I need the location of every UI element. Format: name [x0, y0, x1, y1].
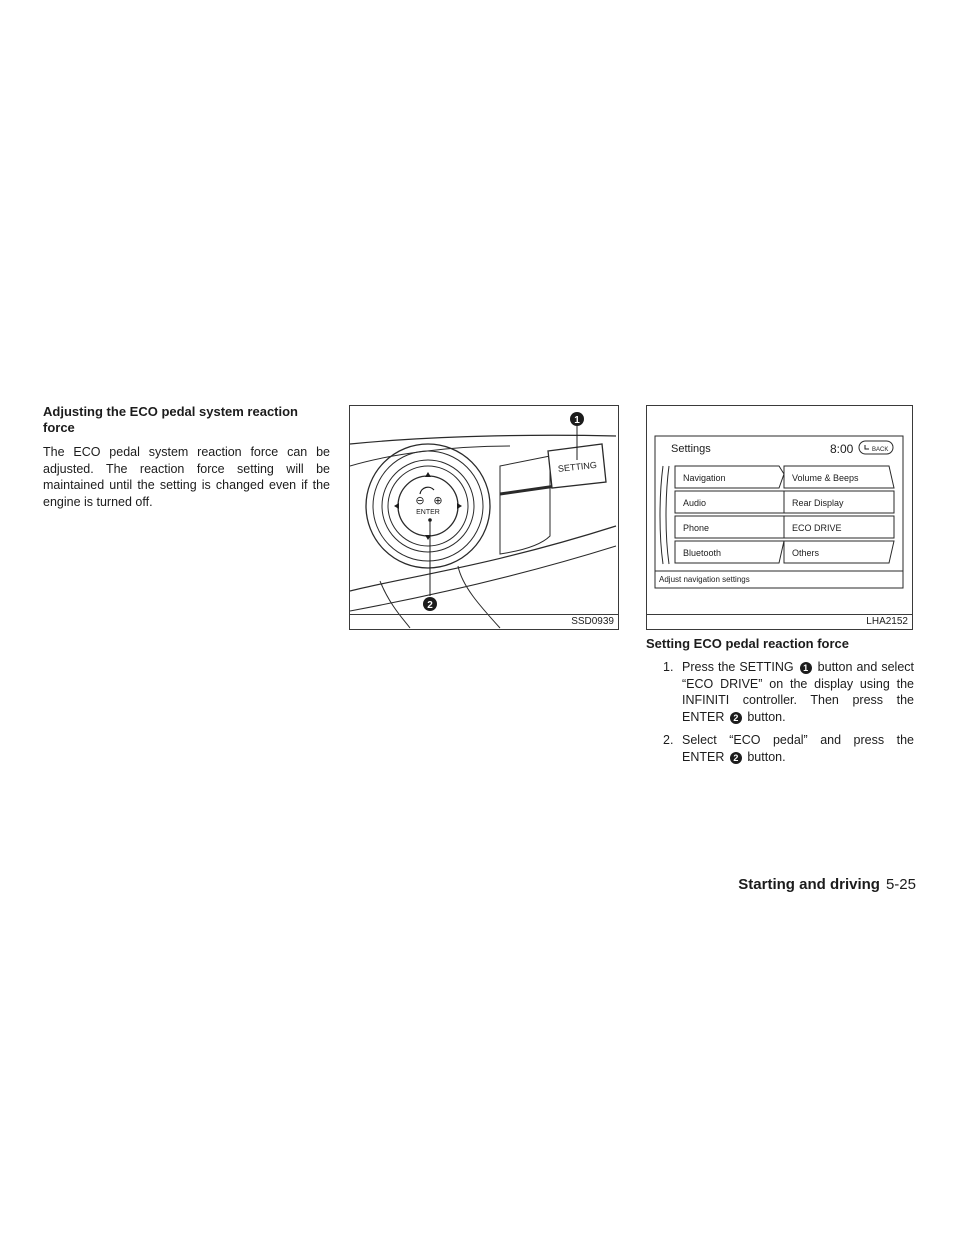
section-heading: Adjusting the ECO pedal system reaction force	[43, 404, 298, 435]
clock: 8:00	[830, 442, 854, 456]
controller-figure	[349, 405, 619, 630]
page-footer	[738, 876, 916, 893]
intro-section	[43, 404, 330, 510]
menu-item-navigation[interactable]	[675, 466, 784, 488]
callout-1-icon: 1	[800, 662, 812, 674]
menu-item-volume-beeps[interactable]	[784, 466, 894, 488]
menu-item-others[interactable]	[784, 541, 894, 563]
arrow-up-icon	[425, 472, 431, 477]
callout-1-label: 1	[574, 415, 580, 426]
setting-label: SETTING	[557, 459, 598, 474]
procedure-heading: Setting ECO pedal reaction force	[646, 636, 849, 651]
back-label: BACK	[872, 447, 889, 453]
step-1: 1. Press the SETTING 1 button and select “ECO DRIVE” on the display using the INFINITI controller. Then press the ENTER 2 button.	[663, 660, 915, 724]
page-number: 5-25	[885, 876, 916, 893]
settings-screen-figure	[646, 405, 913, 630]
callout-2-icon: 2	[730, 752, 742, 764]
callout-2-icon: 2	[730, 712, 742, 724]
svg-text:Navigation: Navigation	[683, 473, 726, 483]
svg-text:Bluetooth: Bluetooth	[683, 548, 722, 558]
section-body: The ECO pedal system reaction force can be adjusted. The reaction force setting will be maintained until the setting is changed even if the engine is turned off.	[43, 445, 330, 509]
svg-text:Others: Others	[792, 548, 820, 558]
procedure-section	[646, 636, 914, 772]
menu-item-rear-display[interactable]	[784, 491, 894, 513]
menu-item-bluetooth[interactable]	[675, 541, 784, 563]
plus-icon: ⊕	[433, 495, 443, 507]
step-2: 2. Select “ECO pedal” and press the ENTER 2 button.	[663, 733, 914, 764]
controller-illustration	[350, 406, 618, 629]
menu-item-audio[interactable]	[675, 491, 784, 513]
svg-text:ECO DRIVE: ECO DRIVE	[792, 523, 842, 533]
callout-2-label: 2	[427, 600, 433, 611]
figure-code: SSD0939	[571, 616, 614, 627]
screen-title: Settings	[671, 443, 711, 455]
menu-item-phone[interactable]	[675, 516, 784, 538]
menu-item-eco-drive[interactable]	[784, 516, 894, 538]
arrow-left-icon	[394, 503, 399, 509]
svg-text:Volume & Beeps: Volume & Beeps	[792, 473, 859, 483]
figure-code: LHA2152	[866, 616, 908, 627]
footer-section: Starting and driving	[738, 876, 880, 893]
enter-label: ENTER	[416, 509, 440, 516]
svg-text:Phone: Phone	[683, 523, 710, 533]
procedure-steps	[646, 659, 914, 765]
enter-button-illustration	[398, 476, 458, 536]
status-text: Adjust navigation settings	[659, 575, 750, 584]
svg-text:Audio: Audio	[683, 498, 707, 508]
settings-screen-illustration	[647, 406, 912, 629]
minus-icon: ⊖	[415, 495, 425, 507]
arrow-right-icon	[457, 503, 462, 509]
svg-text:Rear Display: Rear Display	[792, 498, 844, 508]
